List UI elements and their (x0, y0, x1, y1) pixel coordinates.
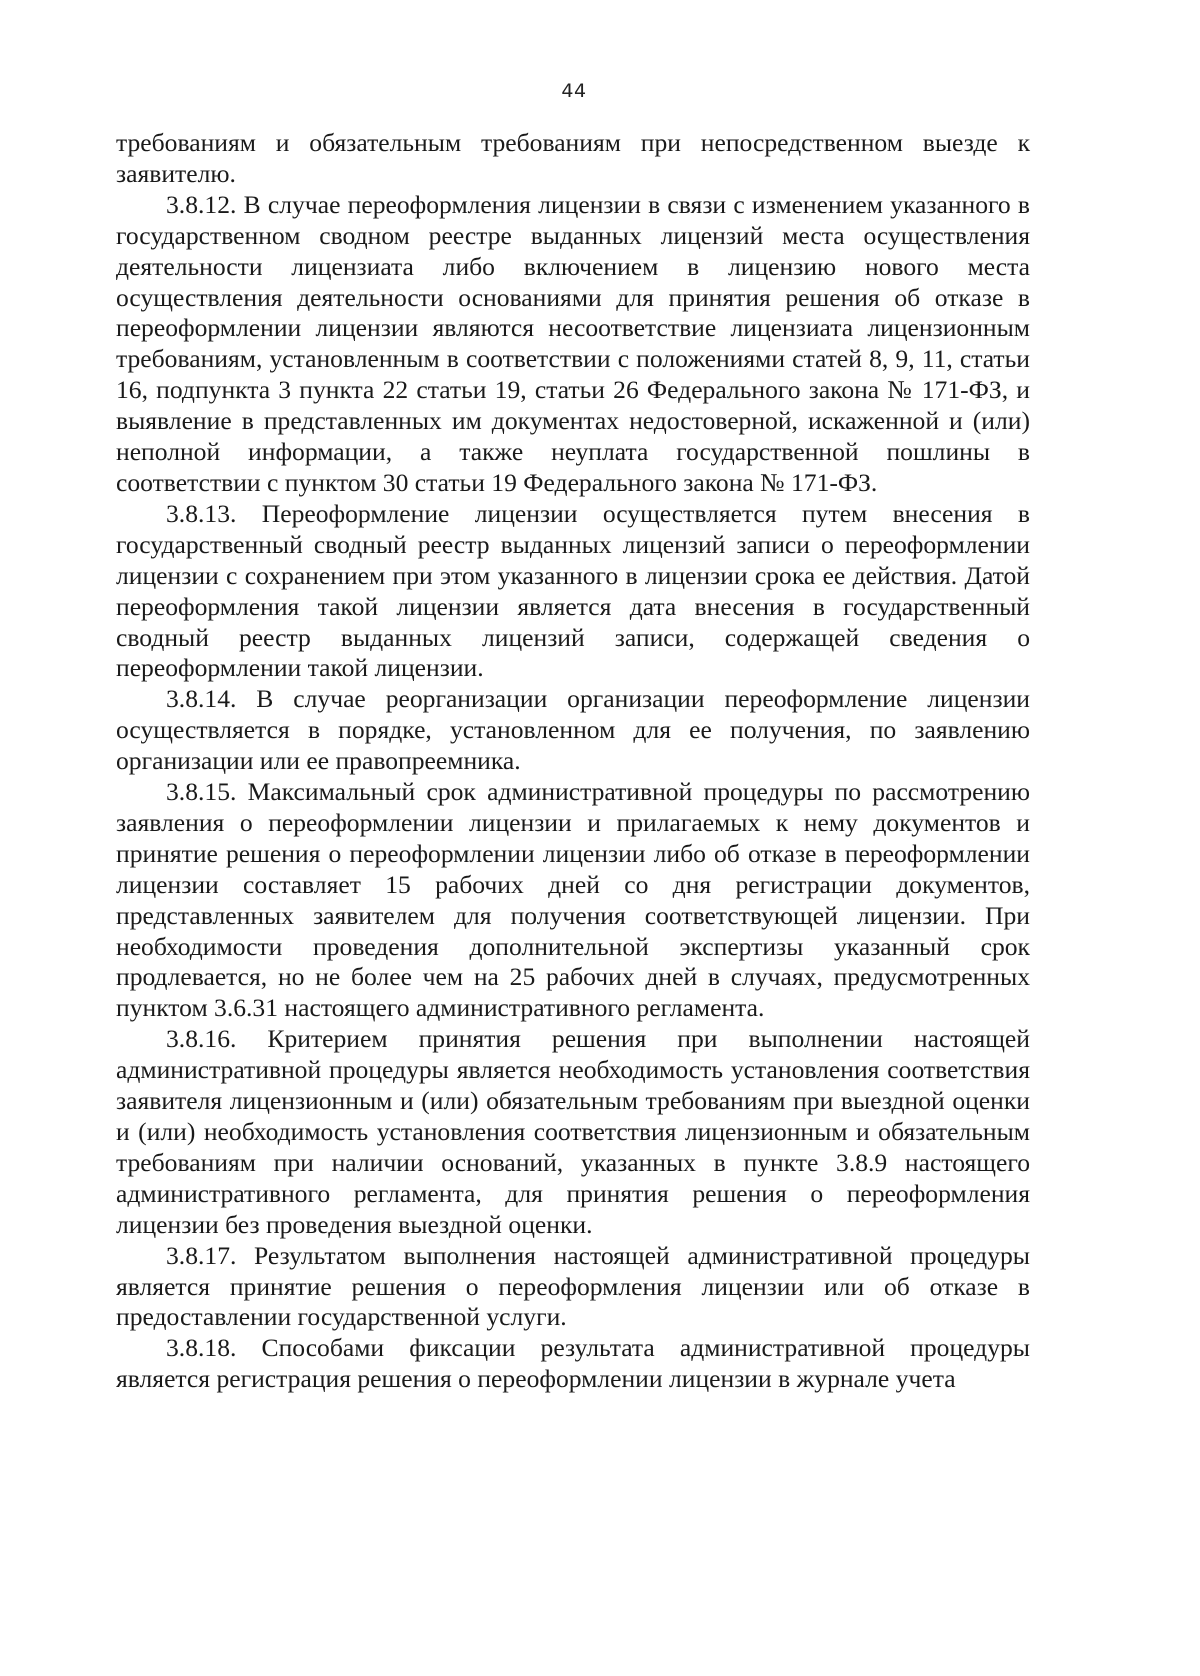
paragraph-3-8-15: 3.8.15. Максимальный срок административной процедуры по рассмотрению заявления о переоформлении лицензии и прилагаемых к нему документов и принятие решения о переоформлении лицензии либо об отказе в переоформлении лицензии составляет 15 рабочих дней со дня регистрации документов, представленных заявителем для получения соответствующей лицензии. При необходимости проведения дополнительной экспертизы указанный срок продлевается, но не более чем на 25 рабочих дней в случаях, предусмотренных пунктом 3.6.31 настоящего административного регламента. (116, 777, 1030, 1023)
paragraph-continuation: требованиям и обязательным требованиям при непосредственном выезде к заявителю. (116, 128, 1030, 188)
document-body (116, 128, 1030, 1395)
paragraph-3-8-16: 3.8.16. Критерием принятия решения при выполнении настоящей административной процедуры является необходимость установления соответствия заявителя лицензионным и (или) обязательным требованиям при выездной оценки и (или) необходимость установления соответствия лицензионным и обязательным требованиям при наличии оснований, указанных в пункте 3.8.9 настоящего административного регламента, для принятия решения о переоформления лицензии без проведения выездной оценки. (116, 1024, 1030, 1239)
paragraph-3-8-14: 3.8.14. В случае реорганизации организации переоформление лицензии осуществляется в порядке, установленном для ее получения, по заявлению организации или ее правопреемника. (116, 684, 1030, 776)
paragraph-3-8-17: 3.8.17. Результатом выполнения настоящей административной процедуры является принятие решения о переоформления лицензии или об отказе в предоставлении государственной услуги. (116, 1240, 1030, 1332)
paragraph-3-8-18: 3.8.18. Способами фиксации результата административной процедуры является регистрация решения о переоформлении лицензии в журнале учета (116, 1333, 1030, 1394)
page-number: 44 (561, 80, 587, 102)
paragraph-3-8-12: 3.8.12. В случае переоформления лицензии в связи с изменением указанного в государственном сводном реестре выданных лицензий места осуществления деятельности лицензиата либо включением в лицензию нового места осуществления деятельности основаниями для принятия решения об отказе в переоформлении лицензии являются несоответствие лицензиата лицензионным требованиям, установленным в соответствии с положениями статей 8, 9, 11, статьи 16, подпункта 3 пункта 22 статьи 19, статьи 26 Федерального закона № 171-ФЗ, и выявление в представленных им документах недостоверной, искаженной и (или) неполной информации, а также неуплата государственной пошлины в соответствии с пунктом 30 статьи 19 Федерального закона № 171-ФЗ. (116, 189, 1030, 497)
paragraph-3-8-13: 3.8.13. Переоформление лицензии осуществляется путем внесения в государственный сводный реестр выданных лицензий записи о переоформлении лицензии с сохранением при этом указанного в лицензии срока ее действия. Датой переоформления такой лицензии является дата внесения в государственный сводный реестр выданных лицензий записи, содержащей сведения о переоформлении такой лицензии. (116, 498, 1030, 683)
